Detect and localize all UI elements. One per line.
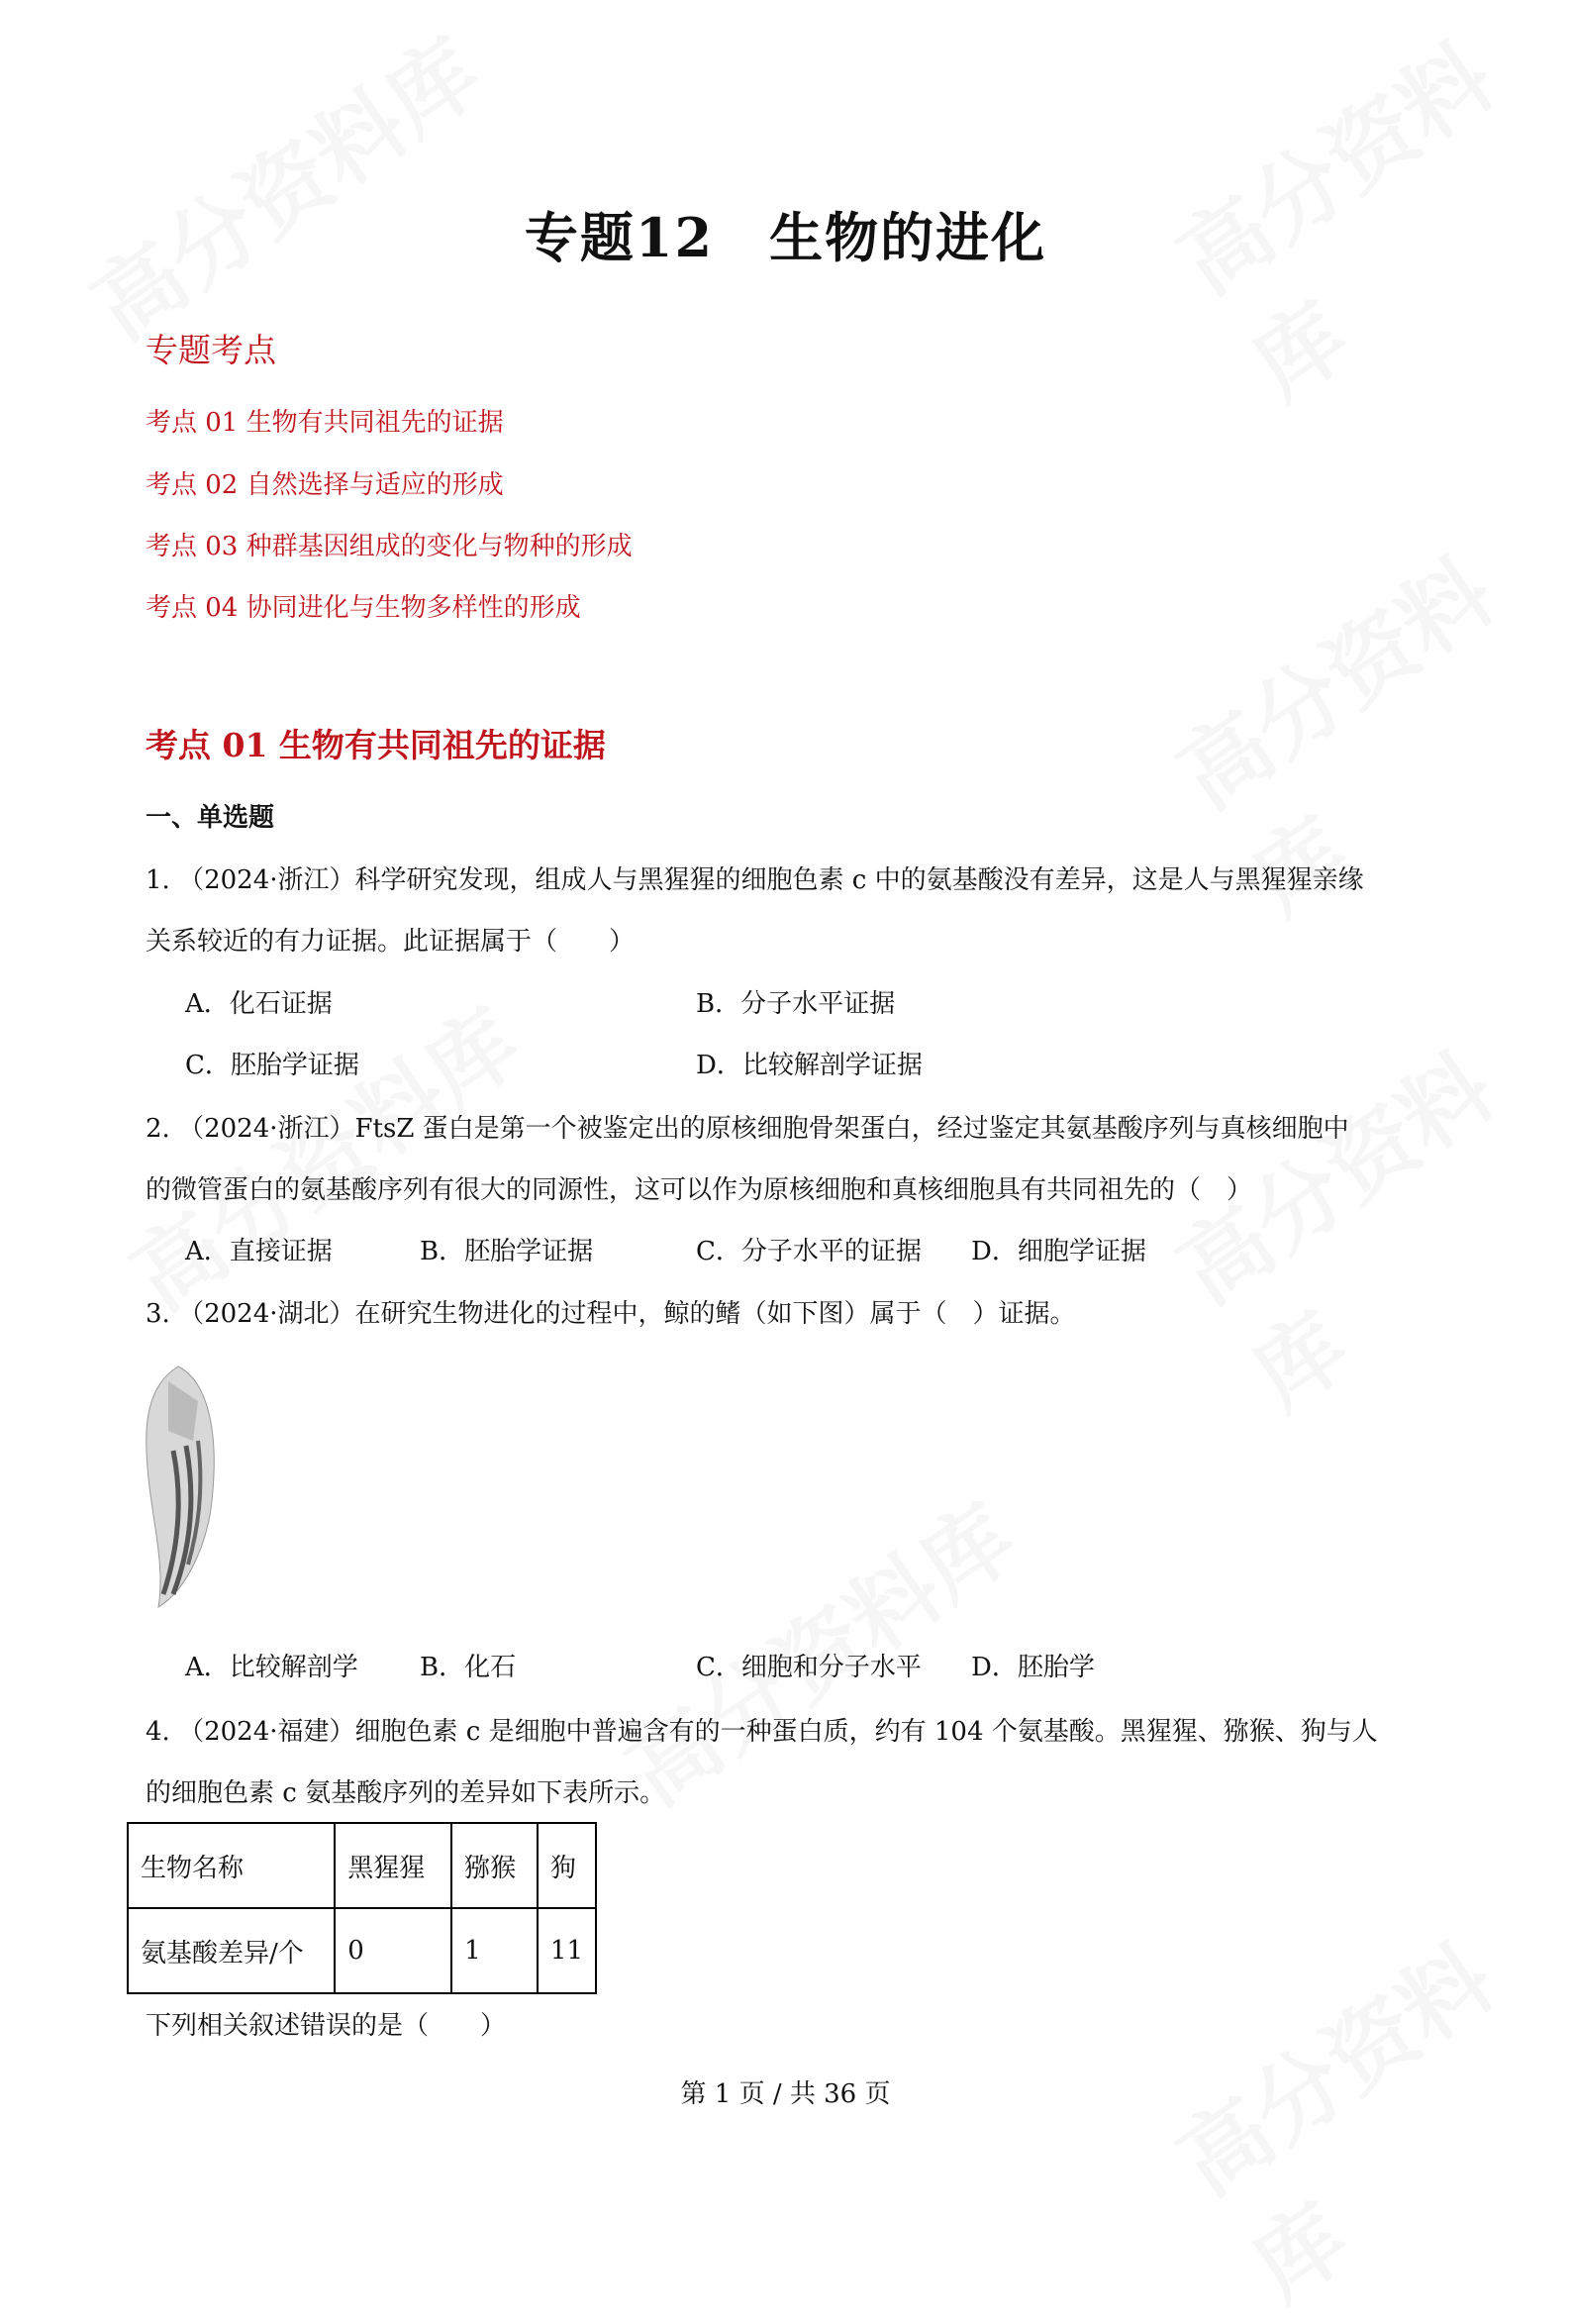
toc-link-1[interactable]: 考点 01 生物有共同祖先的证据 bbox=[146, 408, 504, 438]
toc-link-4[interactable]: 考点 04 协同进化与生物多样性的形成 bbox=[146, 593, 581, 623]
q2-line-1: 2. （2024·浙江）FtsZ 蛋白是第一个被鉴定出的原核细胞骨架蛋白，经过鉴定其氨基酸序列与真核细胞中 bbox=[146, 1114, 1349, 1144]
table-cell: 11 bbox=[538, 1908, 596, 1993]
q1-option-d: D．比较解剖学证据 bbox=[696, 1051, 923, 1080]
whale-flipper-image bbox=[139, 1362, 233, 1609]
table-header-row bbox=[128, 1823, 596, 1908]
q1-line-2: 关系较近的有力证据。此证据属于（ ） bbox=[146, 927, 636, 957]
q3-option-d: D．胚胎学 bbox=[971, 1653, 1095, 1682]
q2-option-c: C．分子水平的证据 bbox=[696, 1237, 922, 1266]
q4-line-2: 的细胞色素 c 氨基酸序列的差异如下表所示。 bbox=[146, 1778, 666, 1808]
q3-line-1: 3. （2024·湖北）在研究生物进化的过程中，鲸的鳍（如下图）属于（ ）证据。 bbox=[146, 1299, 1076, 1329]
table-cell: 氨基酸差异/个 bbox=[128, 1908, 335, 1993]
page-footer: 第 1 页 / 共 36 页 bbox=[680, 2079, 891, 2109]
toc-link-3[interactable]: 考点 03 种群基因组成的变化与物种的形成 bbox=[146, 532, 633, 561]
q1-option-b: B．分子水平证据 bbox=[696, 989, 896, 1019]
q3-option-b: B．化石 bbox=[420, 1653, 517, 1682]
q2-option-d: D．细胞学证据 bbox=[971, 1237, 1146, 1266]
table-cell: 黑猩猩 bbox=[335, 1823, 451, 1908]
section-heading: 考点 01 生物有共同祖先的证据 bbox=[146, 726, 606, 764]
table-cell: 生物名称 bbox=[128, 1823, 335, 1908]
table-cell: 0 bbox=[335, 1908, 451, 1993]
q2-line-2: 的微管蛋白的氨基酸序列有很大的同源性，这可以作为原核细胞和真核细胞具有共同祖先的（ ） bbox=[146, 1175, 1253, 1205]
toc-heading: 专题考点 bbox=[146, 331, 276, 369]
table-row bbox=[128, 1908, 596, 1993]
q4-prompt: 下列相关叙述错误的是（ ） bbox=[146, 2011, 507, 2041]
q3-option-a: A．比较解剖学 bbox=[185, 1653, 358, 1682]
q1-option-c: C．胚胎学证据 bbox=[185, 1051, 359, 1080]
q3-option-c: C．细胞和分子水平 bbox=[696, 1653, 922, 1682]
q2-option-b: B．胚胎学证据 bbox=[420, 1237, 594, 1266]
table-cell: 狗 bbox=[538, 1823, 596, 1908]
page-title: 专题12 生物的进化 bbox=[524, 206, 1047, 269]
q1-option-a: A．化石证据 bbox=[185, 989, 333, 1019]
amino-acid-table bbox=[127, 1822, 597, 1994]
section-subheading: 一、单选题 bbox=[146, 803, 275, 833]
table-cell: 1 bbox=[451, 1908, 538, 1993]
q1-line-1: 1. （2024·浙江）科学研究发现，组成人与黑猩猩的细胞色素 c 中的氨基酸没有差异，这是人与黑猩猩亲缘 bbox=[146, 865, 1364, 895]
q4-line-1: 4. （2024·福建）细胞色素 c 是细胞中普遍含有的一种蛋白质，约有 104 个氨基酸。黑猩猩、猕猴、狗与人 bbox=[146, 1717, 1378, 1747]
table-cell: 猕猴 bbox=[451, 1823, 538, 1908]
toc-link-2[interactable]: 考点 02 自然选择与适应的形成 bbox=[146, 470, 504, 500]
q2-option-a: A．直接证据 bbox=[185, 1237, 333, 1266]
